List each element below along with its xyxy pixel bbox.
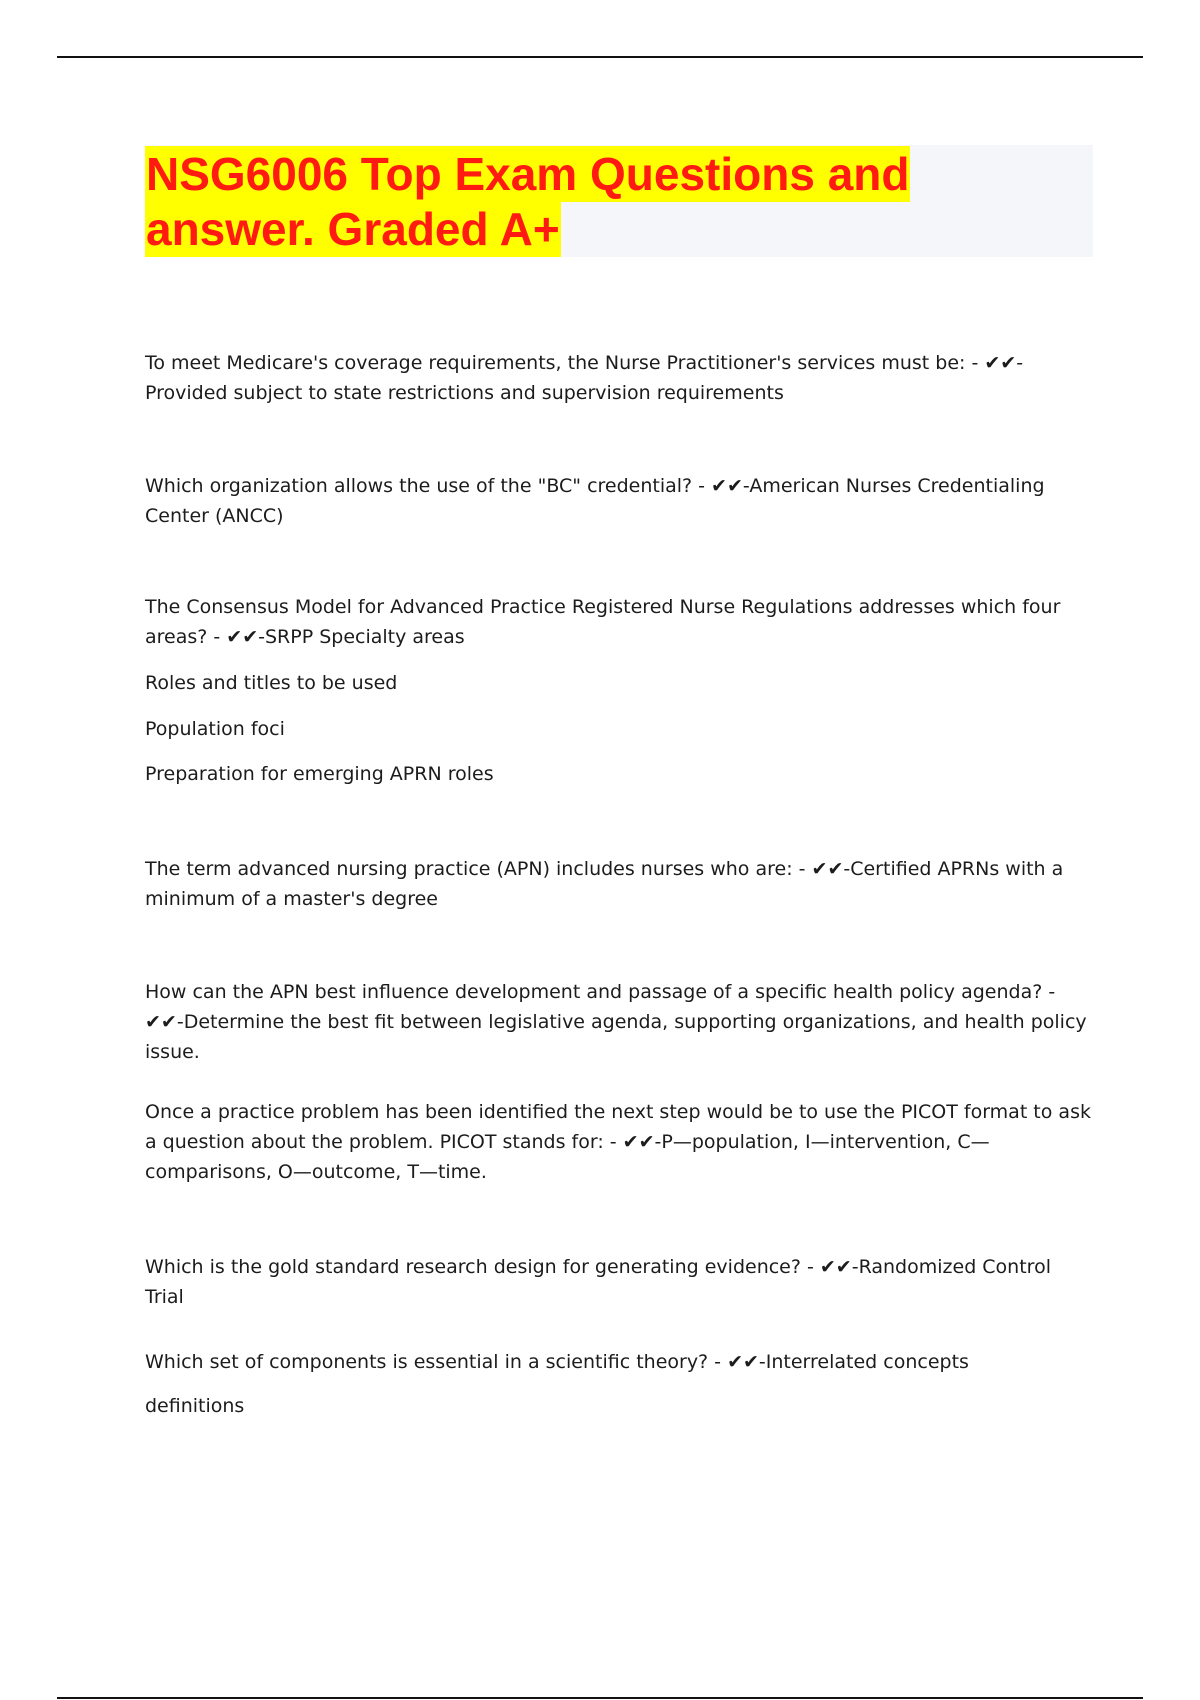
qa-item-8-line-1: definitions <box>145 1395 245 1417</box>
qa-item-3-line-3: Preparation for emerging APRN roles <box>145 763 494 785</box>
qa-item-3-line-1: Roles and titles to be used <box>145 672 398 694</box>
qa-item-4: The term advanced nursing practice (APN) includes nurses who are: - ✔✔-Certified APRNs with a minimum of a master's degree <box>145 858 1064 910</box>
qa-item-2: Which organization allows the use of the "BC" credential? - ✔✔-American Nurses Credentialing Center (ANCC) <box>145 475 1045 527</box>
qa-item-1: To meet Medicare's coverage requirements, the Nurse Practitioner's services must be: - ✔✔-Provided subject to state restrictions and supervision requirements <box>145 352 1024 404</box>
qa-item-6: Once a practice problem has been identified the next step would be to use the PICOT format to ask a question about the problem. PICOT stands for: - ✔✔-P—population, I—intervention, C—comparisons, O—outcome, T—time. <box>145 1101 1091 1183</box>
qa-item-5: How can the APN best influence development and passage of a specific health policy agenda? - ✔✔-Determine the best fit between legislative agenda, supporting organizations, and health policy issue. <box>145 981 1087 1063</box>
qa-item-3: The Consensus Model for Advanced Practice Registered Nurse Regulations addresses which four areas? - ✔✔-SRPP Specialty areas <box>145 596 1061 648</box>
document-title-line-2: answer. Graded A+ <box>146 203 560 255</box>
header-rule <box>57 56 1143 58</box>
footer-rule <box>57 1697 1143 1699</box>
qa-item-8: Which set of components is essential in a scientific theory? - ✔✔-Interrelated concepts <box>145 1351 969 1373</box>
qa-item-3-line-2: Population foci <box>145 718 285 740</box>
document-title-line-1: NSG6006 Top Exam Questions and <box>146 148 910 200</box>
qa-item-7: Which is the gold standard research design for generating evidence? - ✔✔-Randomized Control Trial <box>145 1256 1051 1308</box>
